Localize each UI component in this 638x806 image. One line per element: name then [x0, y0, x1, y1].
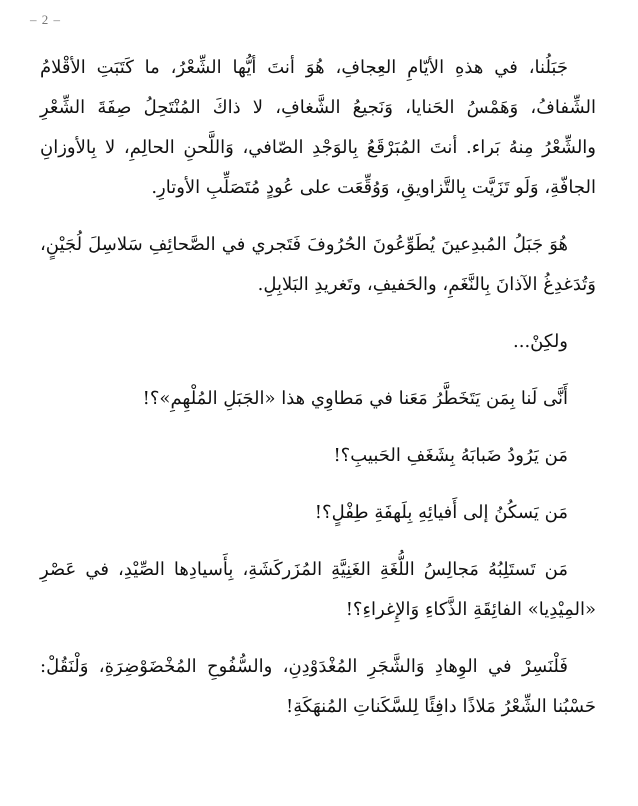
paragraph-8: فَلْنَسِرْ في الوِهادِ وَالشَّجَرِ المُغْدَوْدِنِ، والسُّفُوحِ المُخْضَوْضِرَةِ، وَلْنَقُلْ: حَسْبُنا الشِّعْرُ مَلاذًا دافِئًا لِلسَّكَناتِ المُنهَكَةِ!: [40, 656, 596, 717]
paragraph-4: أَنَّى لَنا بِمَن يَتَخَطَّرُ مَعَنا في مَطاوِي هذا «الجَبَلِ المُلْهِمِ»؟!: [142, 388, 568, 409]
article-body: [40, 48, 596, 744]
page-number: – 2 –: [30, 12, 61, 27]
paragraph-2: هُوَ جَبَلُ المُبدِعينَ يُطَوِّعُونَ الحُرُوفَ فَتَجري في الصَّحائِفِ سَلاسِلَ لُجَيْنٍ، وَتُدَغدِغُ الآذانَ بِالنَّغَمِ، والحَفيفِ، وتَغريدِ البَلابِلِ.: [40, 234, 596, 295]
paragraph-5: مَن يَرُودُ ضَبابَهُ بِشَغَفِ الحَبيبِ؟!: [333, 445, 568, 466]
paragraph-1: جَبَلُنا، في هذهِ الأيّامِ العِجافِ، هُوَ أنتَ أيُّها الشِّعْرُ، ما كَتَبَتِ الأقْلامُ الشِّفافُ، وَهَمْسُ الحَنايا، وَنَجيعُ الشَّغافِ، لا ذاكَ المُنْتَحِلُ صِفَةَ الشِّعْرِ والشِّعْرُ مِنهُ بَراء. أنتَ المُبَرْقَعُ بِالوَجْدِ الصّافي، وَاللَّحنِ الحالِمِ، لا بِالأوزانِ الجافّةِ، وَلَو تَزَيَّت بِالتَّزاويقِ، وَوُقِّعَت على عُودٍ مُتَصَلِّبِ الأوتارِ.: [40, 57, 596, 198]
paragraph-7: مَن تَستَلِبُهُ مَجالِسُ اللُّغَةِ الغَنِيَّةِ المُزَركَشَةِ، بِأَسيادِها الصِّيْدِ، في عَصْرِ «المِيْدِيا» الفائِقَةِ الذَّكاءِ وَالإِغراءِ؟!: [40, 559, 596, 620]
paragraph-6: مَن يَسكُنُ إلى أَفيائِهِ بِلَهفَةِ طِفْلٍ؟!: [314, 502, 568, 523]
paragraph-3: ولكِنْ...: [513, 331, 568, 352]
